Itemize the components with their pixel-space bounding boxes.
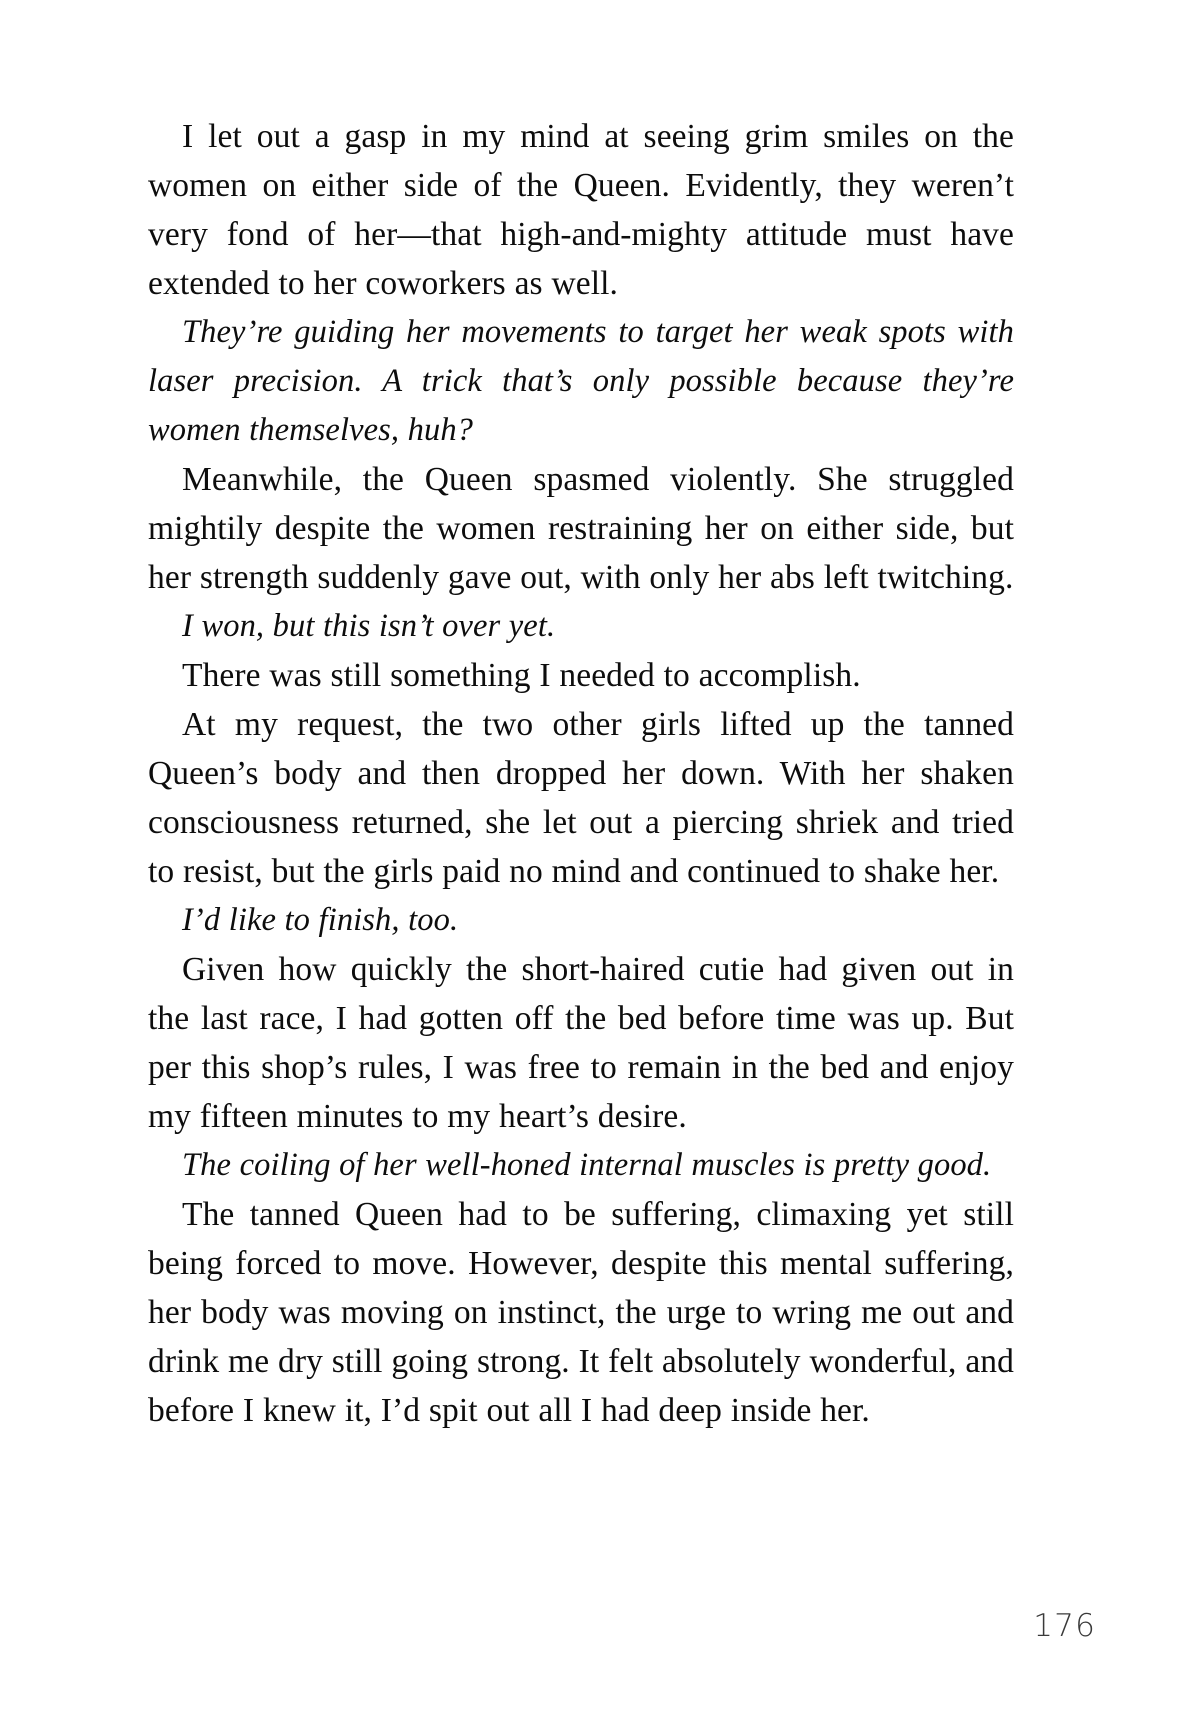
page-number: 176 xyxy=(1033,1608,1096,1644)
page-text-block xyxy=(148,112,1014,1435)
paragraph-8: Given how quickly the short-haired cutie had given out in the last race, I had gotten off the bed before time was up. But per this shop’s rules, I was free to remain in the bed and enjoy my fifteen minutes to my heart’s desire. xyxy=(148,951,1014,1135)
paragraph-2-inner-monologue: They’re guiding her movements to target her weak spots with laser precision. A trick that’s only possible because they’re women themselves, huh? xyxy=(148,314,1014,448)
paragraph-7-inner-monologue: I’d like to finish, too. xyxy=(182,902,459,938)
paragraph-10: The tanned Queen had to be suffering, climaxing yet still being forced to move. However, despite this mental suffering, her body was moving on instinct, the urge to wring me out and drink me dry still going strong. It felt absolutely wonderful, and before I knew it, I’d spit out all I had deep inside her. xyxy=(148,1196,1014,1429)
paragraph-1: I let out a gasp in my mind at seeing grim smiles on the women on either side of the Queen. Evidently, they weren’t very fond of her—that high-and-mighty attitude must have extended to her coworkers as well. xyxy=(148,118,1014,302)
paragraph-9-inner-monologue: The coiling of her well-honed internal muscles is pretty good. xyxy=(182,1147,992,1183)
paragraph-5: There was still something I needed to accomplish. xyxy=(182,657,861,694)
paragraph-3: Meanwhile, the Queen spasmed violently. She struggled mightily despite the women restraining her on either side, but her strength suddenly gave out, with only her abs left twitching. xyxy=(148,461,1014,596)
paragraph-6: At my request, the two other girls lifted up the tanned Queen’s body and then dropped her down. With her shaken consciousness returned, she let out a piercing shriek and tried to resist, but the girls paid no mind and continued to shake her. xyxy=(148,706,1014,890)
paragraph-4-inner-monologue: I won, but this isn’t over yet. xyxy=(182,608,556,644)
